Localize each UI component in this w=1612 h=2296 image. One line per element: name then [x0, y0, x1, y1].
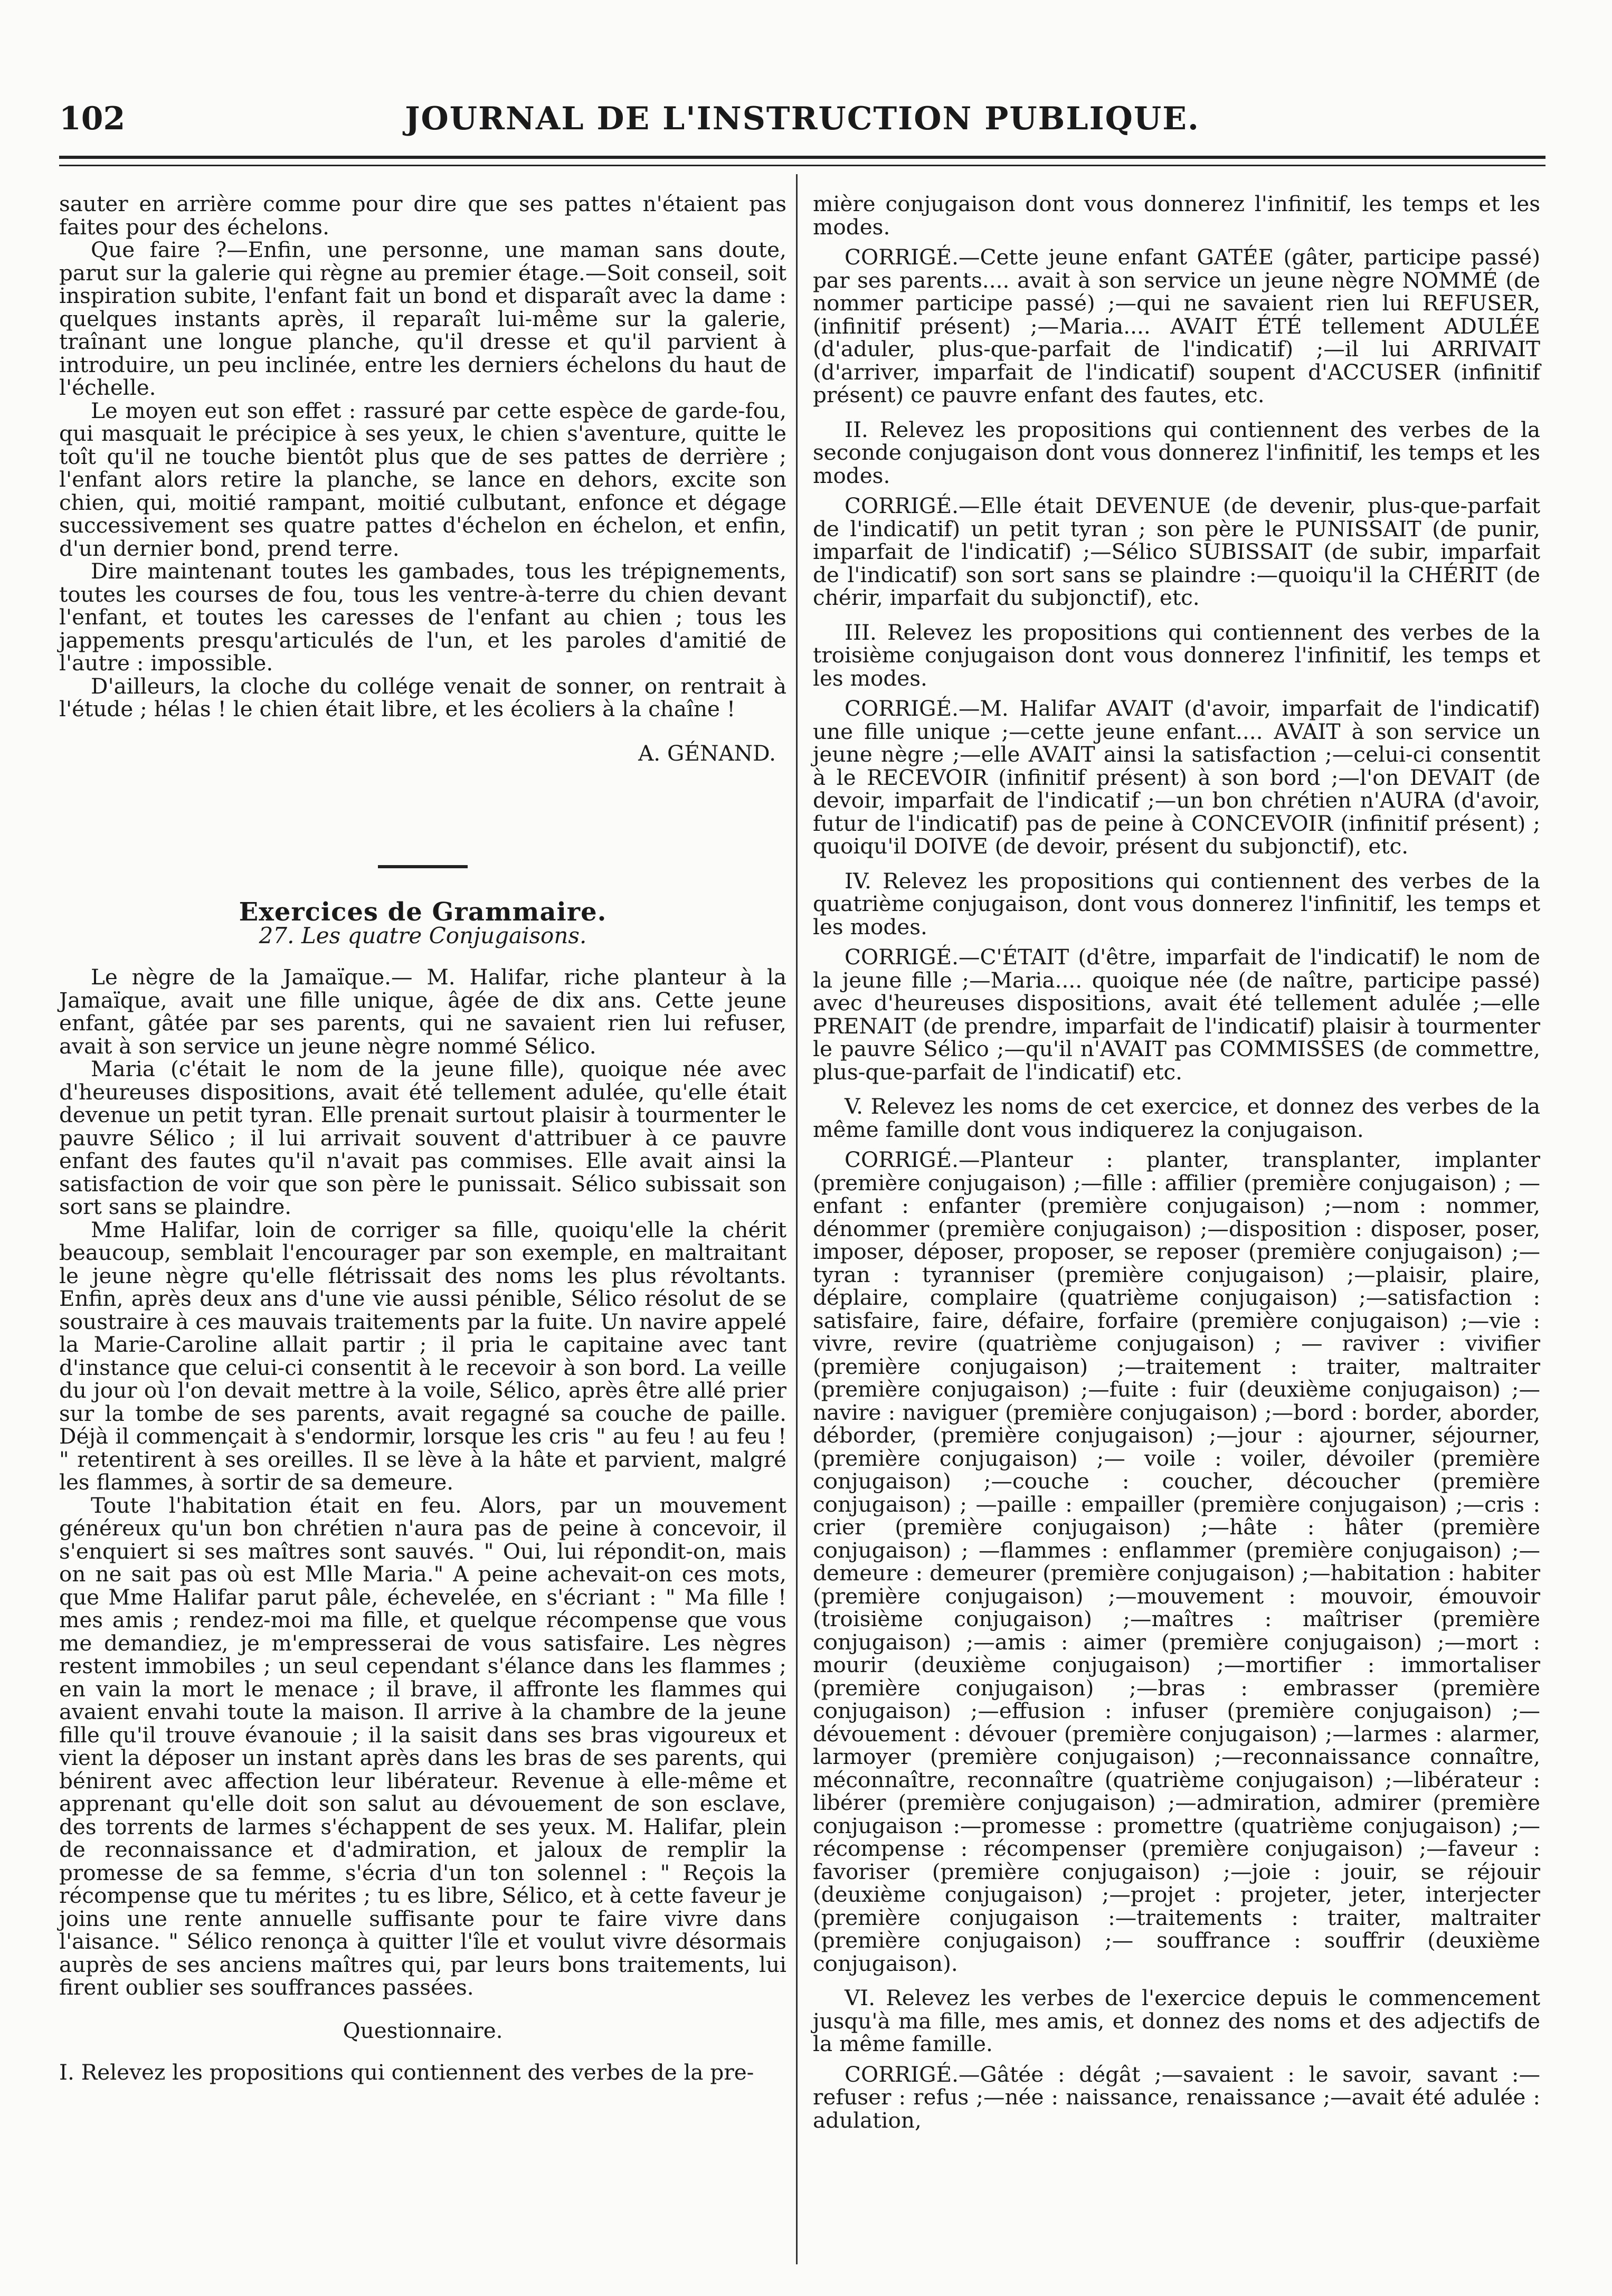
header-rule-thick — [59, 156, 1545, 159]
answer: CORRIGÉ.—Cette jeune enfant GATÉE (gâter, participe passé) par ses parents.... avait à son service un jeune nègre NOMMÉ (de nommer participe passé) ;—qui ne savaient rien lui REFUSER, (infinitif présent) ;—Maria.... AVAIT ÉTÉ tellement ADULÉE (d'aduler, plus-que-parfait de l'indicatif) ;—il lui ARRIVAIT (d'arriver, imparfait de l'indicatif) soupent d'ACCUSER (infinitif présent) ce pauvre enfant des fautes, etc. — [813, 244, 1540, 407]
paragraph: Le nègre de la Jamaïque.— M. Halifar, riche planteur à la Jamaïque, avait une fille unique, âgée de dix ans. Cette jeune enfant, gâtée par ses parents, qui ne savaient rien lui refuser, avait à son service un jeune nègre nommé Sélico. — [59, 964, 786, 1059]
column-divider — [796, 174, 798, 2264]
section-subtitle: 27. Les quatre Conjugaisons. — [259, 922, 587, 948]
page-header — [59, 100, 1545, 143]
paragraph: Que faire ?—Enfin, une personne, une maman sans doute, parut sur la galerie qui règne au premier étage.—Soit conseil, soit inspiration subite, l'enfant fait un bond et disparaît avec la dame : quelques instants après, il reparaît lui-même sur la galerie, traînant une longue planche, qu'il dresse et qu'il parvient à introduire, un peu inclinée, entre les derniers échelons du haut de l'échelle. — [59, 237, 786, 400]
section-title: Exercices de Grammaire. — [239, 897, 607, 927]
header-rule-thin — [59, 165, 1545, 166]
paragraph: Toute l'habitation était en feu. Alors, par un mouvement généreux qu'un bon chrétien n'aura pas de peine à concevoir, il s'enquiert si ses maîtres sont sauvés. " Oui, lui répondit-on, mais on ne sait pas où est Mlle Maria." A peine achevait-on ces mots, que Mme Halifar parut pâle, échevelée, en s'écriant : " Ma fille ! mes amis ; rendez-moi ma fille, et quelque récompense que vous me demandiez, je m'empresserai de vous satisfaire. Les nègres restent immobiles ; un seul cependant s'élance dans les flammes ; en vain la mort le menace ; il brave, il affronte les flammes qui avaient envahi toute la maison. Il arrive à la chambre de la jeune fille qu'il trouve évanouie ; il la saisit dans ses bras vigoureux et vient la déposer un instant après dans les bras de ses parents, qui bénirent avec affection leur libérateur. Revenue à elle-même et apprenant qu'elle doit son salut au dévouement de son esclave, des torrents de larmes s'échappent de ses yeux. M. Halifar, plein de reconnaissance et d'admiration, et jaloux de remplir la promesse de sa femme, s'écria d'un ton solennel : " Reçois la récompense que tu mérites ; tu es libre, Sélico, et à cette faveur je joins une rente annuelle suffisante pour te faire vivre dans l'aisance. " Sélico renonça à quitter l'île et voulut vivre désormais auprès de ses anciens maîtres qui, par leurs bons traitements, lui firent oublier ses souffrances passées. — [59, 1492, 786, 2000]
journal-title: JOURNAL DE L'INSTRUCTION PUBLIQUE. — [405, 100, 1200, 137]
question: II. Relevez les propositions qui contiennent des verbes de la seconde conjugaison dont vous donnerez l'infinitif, les temps et les modes. — [813, 416, 1540, 488]
left-column — [59, 193, 786, 2084]
paragraph: Dire maintenant toutes les gambades, tous les trépignements, toutes les courses de fou, tous les ventre-à-terre du chien devant l'enfant, et toutes les caresses de l'enfant au chien ; tous les jappements presqu'articulés de l'un, et les paroles d'amitié de l'autre : impossible. — [59, 558, 786, 676]
right-column — [813, 193, 1540, 2132]
question-continued: mière conjugaison dont vous donnerez l'infinitif, les temps et les modes. — [813, 191, 1540, 240]
paragraph: sauter en arrière comme pour dire que ses pattes n'étaient pas faites pour des échelons. — [59, 191, 786, 240]
section-separator — [378, 865, 468, 868]
author-signature: A. GÉNAND. — [638, 740, 776, 766]
page-number: 102 — [59, 100, 126, 137]
answer: CORRIGÉ.—C'ÉTAIT (d'être, imparfait de l'indicatif) le nom de la jeune fille ;—Maria.... quoique née (de naître, participe passé) avec d'heureuses dispositions, avait été tellement adulée ;—elle PRENAIT (de prendre, imparfait de l'indicatif) plaisir à tourmenter le pauvre Sélico ;—qu'il n'AVAIT pas COMMISSES (de commettre, plus-que-parfait de l'indicatif) etc. — [813, 944, 1540, 1085]
question: I. Relevez les propositions qui contiennent des verbes de la pre- — [59, 2060, 754, 2085]
answer: CORRIGÉ.—Gâtée : dégât ;—savaient : le savoir, savant :—refuser : refus ;—née : naissance, renaissance ;—avait été adulée : adulation, — [813, 2061, 1540, 2133]
question: V. Relevez les noms de cet exercice, et donnez des verbes de la même famille dont vous indiquerez la conjugaison. — [813, 1094, 1540, 1142]
paragraph: Mme Halifar, loin de corriger sa fille, quoiqu'elle la chérit beaucoup, semblait l'encourager par son exemple, en maltraitant le jeune nègre qu'elle flétrissait des noms les plus révoltants. Enfin, après deux ans d'une vie aussi pénible, Sélico résolut de se soustraire à ces mauvais traitements par la fuite. Un navire appelé la Marie-Caroline allait partir ; il pria le capitaine avec tant d'instance que celui-ci consentit à le recevoir à son bord. La veille du jour où l'on devait mettre à la voile, Sélico, après être allé prier sur la tombe de ses parents, avait regagné sa couche de paille. Déjà il commençait à s'endormir, lorsque les cris " au feu ! au feu ! " retentirent à ses oreilles. Il se lève à la hâte et parvient, malgré les flammes, à sortir de sa demeure. — [59, 1217, 786, 1495]
paragraph: D'ailleurs, la cloche du collége venait de sonner, on rentrait à l'étude ; hélas ! le chien était libre, et les écoliers à la chaîne ! — [59, 673, 786, 722]
paragraph: Le moyen eut son effet : rassuré par cette espèce de garde-fou, qui masquait le précipice à ses yeux, le chien s'aventure, quitte le toît qu'il ne touche bientôt plus que de ses pattes de derrière ; l'enfant alors retire la planche, se lance en dehors, excite son chien, qui, moitié rampant, moitié culbutant, enfonce et dégage successivement ses quatre pattes d'échelon en échelon, et enfin, d'un dernier bond, prend terre. — [59, 397, 786, 561]
answer: CORRIGÉ.—M. Halifar AVAIT (d'avoir, imparfait de l'indicatif) une fille unique ;—cette jeune enfant.... AVAIT à son service un jeune nègre ;—elle AVAIT ainsi la satisfaction ;—celui-ci consentit à le RECEVOIR (infinitif présent) à son bord ;—l'on DEVAIT (de devoir, imparfait de l'indicatif ;—un bon chrétien n'AURA (d'avoir, futur de l'indicatif) pas de peine à CONCEVOIR (infinitif présent) ; quoiqu'il DOIVE (de devoir, présent du subjonctif), etc. — [813, 696, 1540, 859]
question: IV. Relevez les propositions qui contiennent des verbes de la quatrième conjugaison, dont vous donnerez l'infinitif, les temps et les modes. — [813, 868, 1540, 940]
questionnaire-heading: Questionnaire. — [343, 2017, 503, 2043]
answer: CORRIGÉ.—Planteur : planter, transplanter, implanter (première conjugaison) ;—fille : affilier (première conjugaison) ; —enfant : enfanter (première conjugaison) ;—nom : nommer, dénommer (première conjugaison) ;—disposition : disposer, poser, imposer, déposer, proposer, se reposer (première conjugaison) ;—tyran : tyranniser (première conjugaison) ;—plaisir, plaire, déplaire, complaire (quatrième conjugaison) ;—satisfaction : satisfaire, faire, défaire, forfaire (première conjugaison) ;—vie : vivre, revire (quatrième conjugaison) ; — raviver : vivifier (première conjugaison) ;—traitement : traiter, maltraiter (première conjugaison) ;—fuite : fuir (deuxième conjugaison) ;—navire : naviguer (première conjugaison) ;—bord : border, aborder, déborder, (première conjugaison) ;—jour : ajourner, séjourner, (première conjugaison) ;— voile : voiler, dévoiler (première conjugaison) ;—couche : coucher, découcher (première conjugaison) ; —paille : empailler (première conjugaison) ;—cris : crier (première conjugaison) ;—hâte : hâter (première conjugaison) ; —flammes : enflammer (première conjugaison) ;—demeure : demeurer (première conjugaison) ;—habitation : habiter (première conjugaison) ;—mouvement : mouvoir, émouvoir (troisième conjugaison) ;—maîtres : maîtriser (première conjugaison) ;—amis : aimer (première conjugaison) ;—mort : mourir (deuxième conjugaison) ;—mortifier : immortaliser (première conjugaison) ;—bras : embrasser (première conjugaison) ;—effusion : infuser (première conjugaison) ;—dévouement : dévouer (première conjugaison) ;—larmes : alarmer, larmoyer (première conjugaison) ;—reconnaissance connaître, méconnaître, reconnaître (quatrième conjugaison) ;—libérateur : libérer (première conjugaison) ;—admiration, admirer (première conjugaison :—promesse : promettre (quatrième conjugaison) ;—récompense : récompenser (première conjugaison) ;—faveur : favoriser (première conjugaison) ;—joie : jouir, se réjouir (deuxième conjugaison) ;—projet : projeter, jeter, interjecter (première conjugaison :—traitements : traiter, maltraiter (première conjugaison) ;— souffrance : souffrir (deuxième conjugaison). — [813, 1147, 1540, 1976]
answer: CORRIGÉ.—Elle était DEVENUE (de devenir, plus-que-parfait de l'indicatif) un petit tyran ; son père le PUNISSAIT (de punir, imparfait de l'indicatif) ;—Sélico SUBISSAIT (de subir, imparfait de l'indicatif) son sort sans se plaindre :—quoiqu'il la CHÉRIT (de chérir, imparfait du subjonctif), etc. — [813, 493, 1540, 610]
paragraph: Maria (c'était le nom de la jeune fille), quoique née avec d'heureuses dispositions, avait été tellement adulée, qu'elle était devenue un petit tyran. Elle prenait surtout plaisir à tourmenter le pauvre Sélico ; il lui arrivait souvent d'attribuer à ce pauvre enfant des fautes qu'il n'avait pas commises. Elle avait ainsi la satisfaction de voir que son père le punissait. Sélico subissait son sort sans se plaindre. — [59, 1056, 786, 1219]
question: III. Relevez les propositions qui contiennent des verbes de la troisième conjugaison dont vous donnerez l'infinitif, les temps et les modes. — [813, 619, 1540, 691]
question: VI. Relevez les verbes de l'exercice depuis le commencement jusqu'à ma fille, mes amis, et donnez des noms et des adjectifs de la même famille. — [813, 1985, 1540, 2056]
